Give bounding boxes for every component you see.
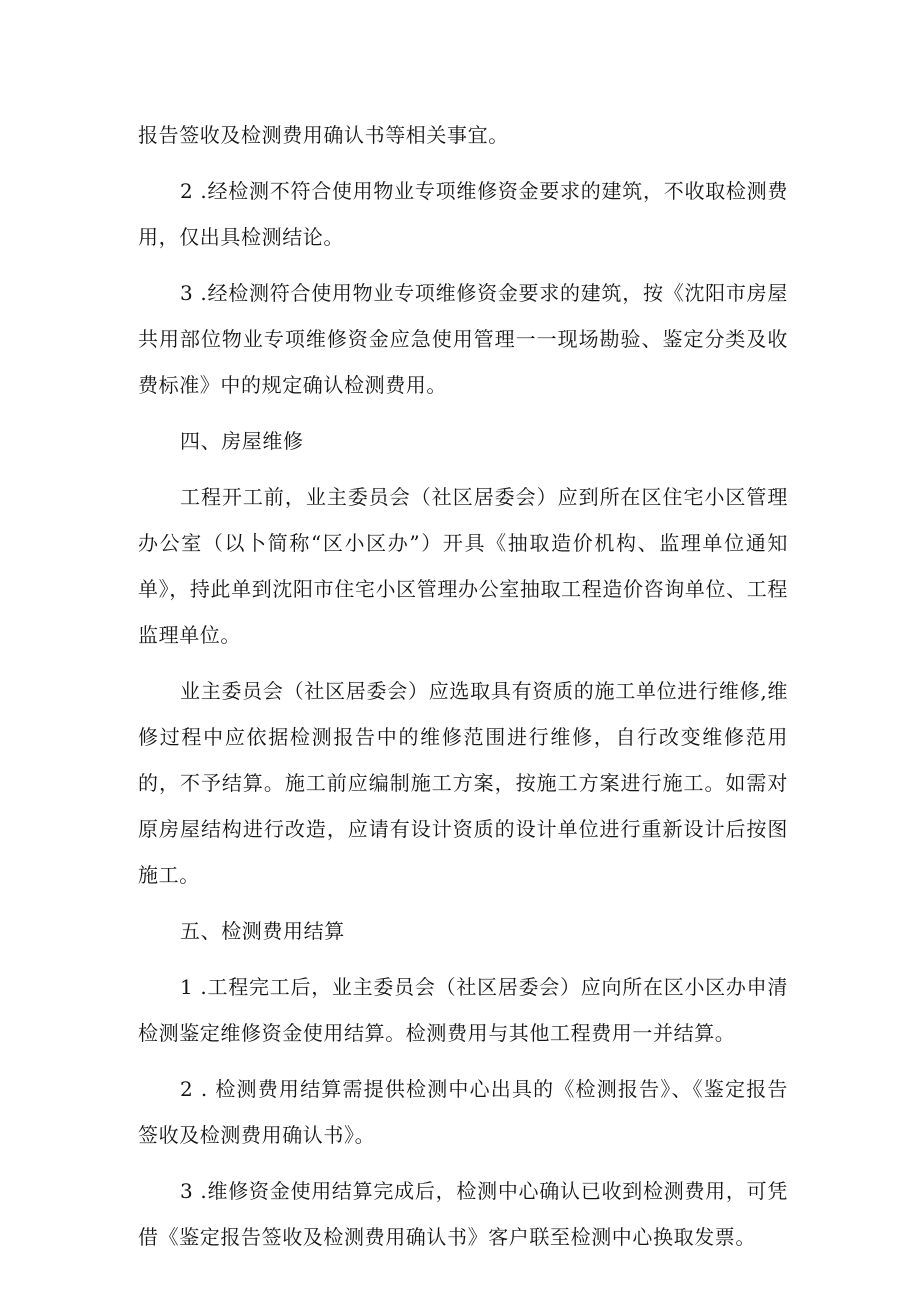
paragraph-item-2: 2 .经检测不符合使用物业专项维修资金要求的建筑，不收取检测费用，仅出具检测结论。 bbox=[138, 179, 788, 249]
paragraph-repair-1: 工程开工前，业主委员会（社区居委会）应到所在区住宅小区管理办公室（以卜简称“区小区办”）开具《抽取造价机构、监理单位通知单》，持此单到沈阳市住宅小区管理办公室抽取工程造价咨询单位、工程监理单位。 bbox=[138, 485, 788, 647]
paragraph-settlement-3: 3 .维修资金使用结算完成后，检测中心确认已收到检测费用，可凭借《鉴定报告签收及检测费用确认书》客户联至检测中心换取发票。 bbox=[138, 1179, 788, 1249]
section-heading-house-repair: 四、房屋维修 bbox=[180, 429, 304, 453]
paragraph-item-3: 3 .经检测符合使用物业专项维修资金要求的建筑，按《沈阳市房屋共用部位物业专项维修资金应急使用管理一一现场勘验、鉴定分类及收费标准》中的规定确认检测费用。 bbox=[138, 281, 788, 397]
paragraph-continuation: 报告签收及检测费用确认书等相关事宜。 bbox=[138, 123, 509, 147]
paragraph-repair-2: 业主委员会（社区居委会）应选取具有资质的施工单位进行维修,维修过程中应依据检测报告中的维修范围进行维修，自行改变维修范用的，不予结算。施工前应编制施工方案，按施工方案进行施工。如需对原房屋结构进行改造，应请有设计资质的设计单位进行重新设计后按图施工。 bbox=[138, 679, 788, 887]
document-body bbox=[138, 112, 788, 1270]
section-heading-fee-settlement: 五、检测费用结算 bbox=[180, 919, 345, 943]
paragraph-settlement-2: 2 . 检测费用结算需提供检测中心出具的《检测报告》、《鉴定报告签收及检测费用确认书》。 bbox=[138, 1077, 788, 1147]
paragraph-settlement-1: 1 .工程完工后，业主委员会（社区居委会）应向所在区小区办申清检测鉴定维修资金使用结算。检测费用与其他工程费用一并结算。 bbox=[138, 975, 788, 1045]
